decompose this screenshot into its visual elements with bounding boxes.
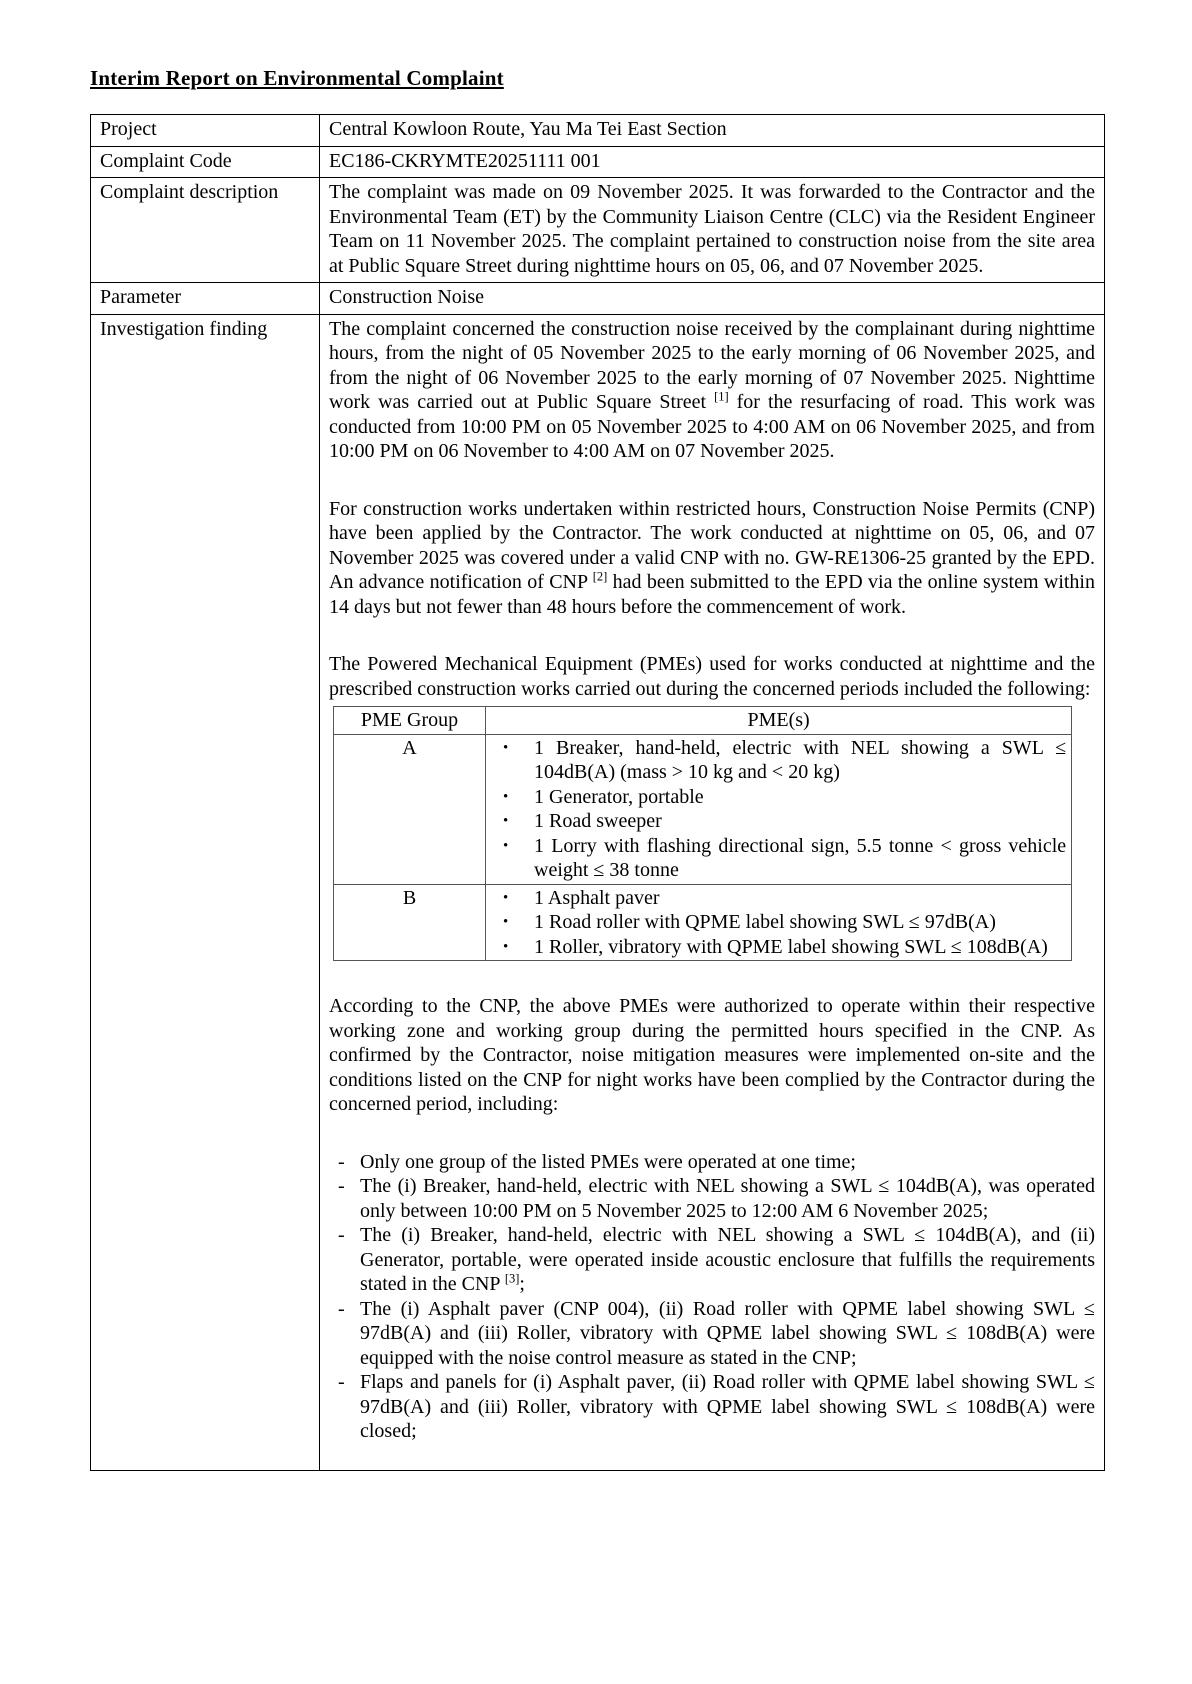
condition-item <box>329 1150 1095 1175</box>
condition-text: The (i) Asphalt paver (CNP 004), (ii) Road roller with QPME label showing SWL ≤ 97dB(A) and (iii) Roller, vibratory with QPME label showing SWL ≤ 108dB(A) were equipped with the noise control measure as stated in the CNP; <box>360 1297 1095 1369</box>
footnote-ref-3: [3] <box>504 1271 520 1286</box>
project-label: Project <box>91 115 320 147</box>
pme-items-b <box>486 884 1072 961</box>
complaint-description-label: Complaint description <box>91 178 320 283</box>
paragraph-text: had been submitted to the EPD via the online system within 14 days but not fewer than 48 hours before the commencement of work. <box>329 571 1095 618</box>
paragraph-text: The complaint concerned the construction noise received by the complainant during nighttime hours, from the night of 05 November 2025 to the early morning of 06 November 2025, and from the night of 06 November 2025 to the early morning of 07 November 2025. Nighttime work was carried out at Public Square Street <box>329 317 1095 413</box>
pme-item-text: 1 Breaker, hand-held, electric with NEL showing a SWL ≤ 104dB(A) (mass > 10 kg and < 20 kg) <box>534 736 1067 783</box>
dash-icon: - <box>338 1175 345 1197</box>
row-project <box>91 115 1105 147</box>
dash-icon: - <box>338 1297 345 1320</box>
report-table <box>90 114 1105 1471</box>
pme-item <box>488 886 1069 911</box>
pme-header-row <box>334 707 1072 735</box>
paragraph-text: for the resurfacing of road. This work was conducted from 10:00 PM on 05 November 2025 to 4:00 AM on 06 November 2025, and from 10:00 PM on 06 November to 4:00 AM on 07 November 2025. <box>329 391 1095 462</box>
parameter-value: Construction Noise <box>320 283 1105 315</box>
complaint-description-value: The complaint was made on 09 November 2025. It was forwarded to the Contractor and the Environmental Team (ET) by the Community Liaison Centre (CLC) via the Resident Engineer Team on 11 November 2025. The complaint pertained to construction noise from the site area at Public Square Street during nighttime hours on 05, 06, and 07 November 2025. <box>320 178 1105 283</box>
bullet-icon: • <box>503 889 509 906</box>
condition-text: Only one group of the listed PMEs were operated at one time; <box>360 1150 856 1173</box>
finding-paragraph-1 <box>329 317 1095 464</box>
condition-text <box>360 1223 1095 1297</box>
dash-icon: - <box>338 1371 345 1393</box>
pme-item-text: 1 Road sweeper <box>534 810 662 832</box>
pme-item-text: 1 Road roller with QPME label showing SWL ≤ 97dB(A) <box>534 911 996 933</box>
row-parameter <box>91 283 1105 315</box>
pme-group-header: PME Group <box>334 707 486 735</box>
investigation-finding-label: Investigation finding <box>91 314 320 1470</box>
condition-item <box>329 1297 1095 1371</box>
pme-list-header: PME(s) <box>486 707 1072 735</box>
pme-group-name-b: B <box>334 884 486 961</box>
pme-items-a <box>486 734 1072 884</box>
row-complaint-code <box>91 146 1105 178</box>
complaint-code-label: Complaint Code <box>91 146 320 178</box>
pme-item <box>488 736 1069 785</box>
pme-row-group-b <box>334 884 1072 961</box>
condition-text: Flaps and panels for (i) Asphalt paver, (ii) Road roller with QPME label showing SWL ≤ 97dB(A) and (iii) Roller, vibratory with QPME label showing SWL ≤ 108dB(A) were closed; <box>360 1371 1095 1442</box>
bullet-icon: • <box>503 813 509 829</box>
pme-item <box>488 785 1069 810</box>
pme-item <box>488 809 1069 834</box>
finding-paragraph-3: The Powered Mechanical Equipment (PMEs) used for works conducted at nighttime and the prescribed construction works carried out during the concerned periods included the following: <box>329 653 1095 700</box>
row-investigation-finding <box>91 314 1105 1470</box>
dash-icon: - <box>338 1224 345 1246</box>
footnote-ref-1: [1] <box>714 389 729 404</box>
project-value: Central Kowloon Route, Yau Ma Tei East Section <box>320 115 1105 147</box>
parameter-label: Parameter <box>91 283 320 315</box>
row-complaint-description <box>91 178 1105 283</box>
condition-text-part: ; <box>519 1273 525 1295</box>
pme-item <box>488 910 1069 935</box>
footnote-ref-2: [2] <box>592 569 608 584</box>
paragraph-text: For construction works undertaken within restricted hours, Construction Noise Permits (CNP) have been applied by the Contractor. The work conducted at nighttime on 05, 06, and 07 November 2025 was covered under a valid CNP with no. GW-RE1306-25 granted by the EPD. An advance notification of CNP <box>329 497 1095 593</box>
page-title: Interim Report on Environmental Complaint <box>90 66 504 90</box>
pme-item <box>488 935 1069 960</box>
bullet-icon: • <box>503 938 509 955</box>
bullet-icon: • <box>503 739 509 756</box>
complaint-code-value: EC186-CKRYMTE20251111 001 <box>320 146 1105 178</box>
finding-paragraph-4: According to the CNP, the above PMEs were authorized to operate within their respective working zone and working group during the permitted hours specified in the CNP. As confirmed by the Contractor, noise mitigation measures were implemented on-site and the conditions listed on the CNP for night works have been complied by the Contractor during the concerned period, including: <box>329 995 1095 1115</box>
pme-item-text: 1 Lorry with flashing directional sign, 5.5 tonne < gross vehicle weight ≤ 38 tonne <box>534 834 1067 881</box>
bullet-icon: • <box>503 914 509 930</box>
pme-item-text: 1 Generator, portable <box>534 785 704 808</box>
pme-row-group-a <box>334 734 1072 884</box>
cnp-conditions-list <box>329 1150 1095 1444</box>
condition-text-part: The (i) Breaker, hand-held, electric with NEL showing a SWL ≤ 104dB(A), and (ii) Generator, portable, were operated inside acoustic enclosure that fulfills the requirements stated in the CNP <box>360 1224 1095 1295</box>
pme-table <box>333 706 1072 961</box>
bullet-icon: • <box>503 837 509 854</box>
bullet-icon: • <box>503 788 509 805</box>
finding-paragraph-2 <box>329 497 1095 620</box>
condition-item <box>329 1223 1095 1297</box>
condition-text: The (i) Breaker, hand-held, electric with NEL showing a SWL ≤ 104dB(A), was operated only between 10:00 PM on 5 November 2025 to 12:00 AM 6 November 2025; <box>360 1175 1095 1222</box>
dash-icon: - <box>338 1150 345 1173</box>
pme-item-text: 1 Roller, vibratory with QPME label showing SWL ≤ 108dB(A) <box>534 935 1048 958</box>
condition-item <box>329 1370 1095 1444</box>
pme-item <box>488 834 1069 883</box>
condition-item <box>329 1174 1095 1223</box>
pme-group-name-a: A <box>334 734 486 884</box>
pme-item-text: 1 Asphalt paver <box>534 886 660 909</box>
investigation-finding-value <box>320 314 1105 1470</box>
